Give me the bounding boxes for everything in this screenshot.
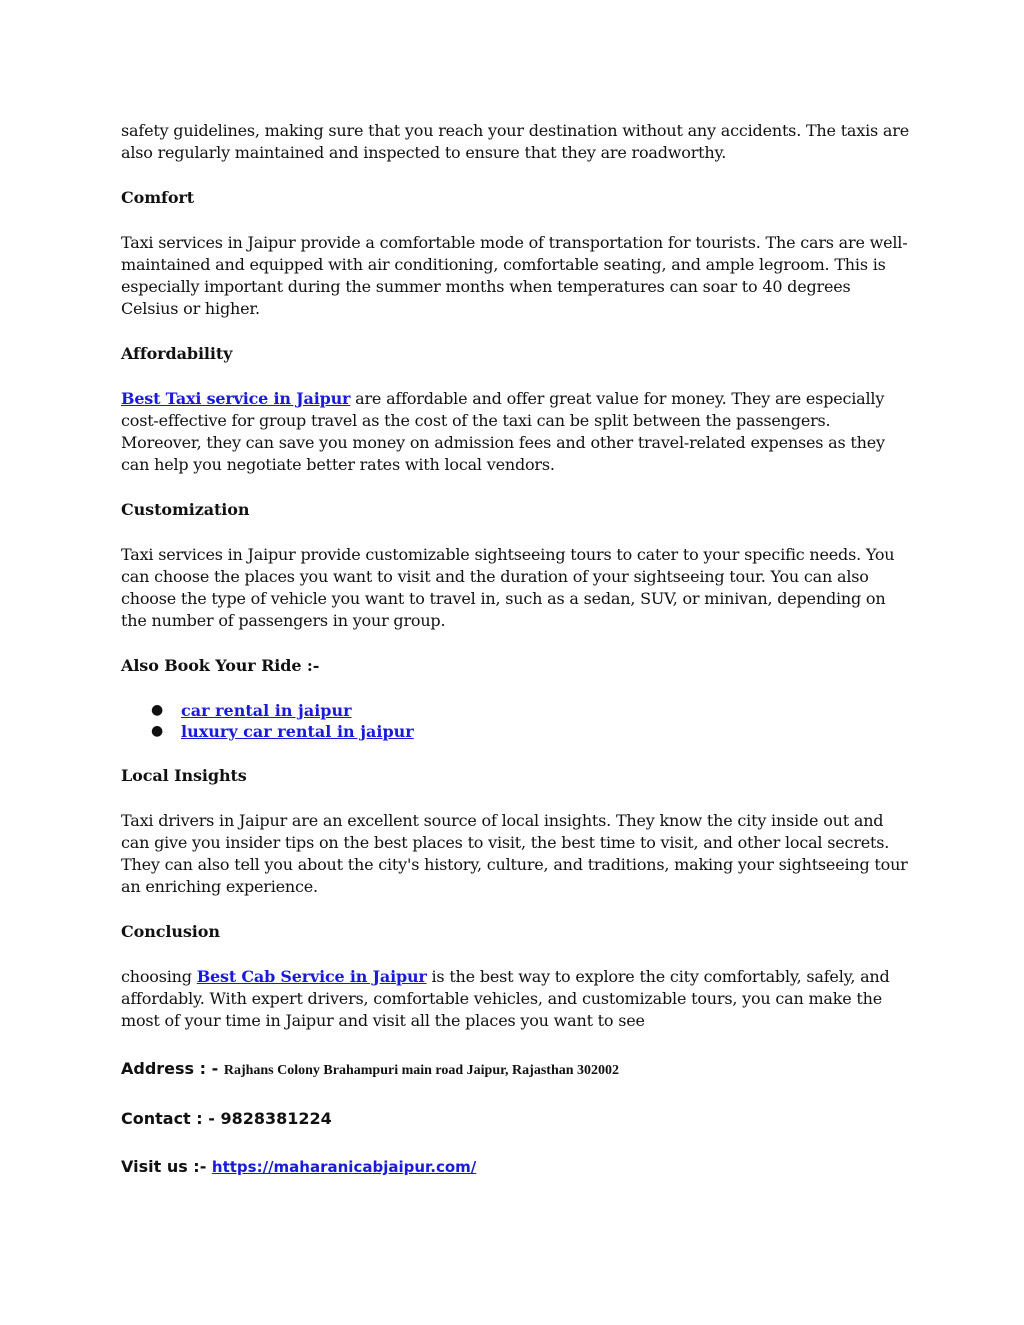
contact-line: Contact : - 9828381224 (121, 1109, 332, 1128)
customization-heading: Customization (121, 500, 250, 519)
conclusion-text: is the best way to explore the city comfortably, safely, and affordably. With expert drivers, comfortable vehicles, and customizable tours, you can make the most of your time in Jaipur and visit all the places you want to see (121, 967, 890, 1030)
bullet-icon: ● (151, 702, 164, 718)
intro-paragraph: safety guidelines, making sure that you reach your destination without any accidents. The taxis are also regularly maintained and inspected to ensure that they are roadworthy. (121, 121, 909, 162)
car-rental-link[interactable]: car rental in jaipur (181, 701, 352, 720)
luxury-car-rental-link[interactable]: luxury car rental in jaipur (181, 722, 414, 741)
comfort-heading: Comfort (121, 188, 195, 207)
visit-line (121, 1156, 911, 1178)
address-label: Address : - (121, 1059, 224, 1078)
visit-label: Visit us :- (121, 1157, 212, 1176)
best-taxi-service-link[interactable]: Best Taxi service in Jaipur (121, 389, 351, 408)
conclusion-heading: Conclusion (121, 922, 220, 941)
website-link[interactable]: https://maharanicabjaipur.com/ (211, 1158, 477, 1176)
affordability-paragraph (121, 388, 911, 476)
document-page (121, 120, 911, 1178)
address-value: Rajhans Colony Brahampuri main road Jaipur, Rajasthan 302002 (223, 1063, 620, 1078)
affordability-text: are affordable and offer great value for money. They are especially cost-effective for group travel as the cost of the taxi can be split between the passengers. Moreover, they can save you money on admission fees and other travel-related expenses as they can help you negotiate better rates with local vendors. (121, 389, 885, 474)
local-insights-heading: Local Insights (121, 766, 247, 785)
list-item (121, 700, 911, 721)
bullet-icon: ● (151, 723, 164, 739)
list-item (121, 721, 911, 742)
affordability-heading: Affordability (121, 344, 233, 363)
comfort-paragraph: Taxi services in Jaipur provide a comfortable mode of transportation for tourists. The cars are well-maintained and equipped with air conditioning, comfortable seating, and ample legroom. This is especially important during the summer months when temperatures can soar to 40 degrees Celsius or higher. (121, 233, 908, 318)
local-insights-paragraph: Taxi drivers in Jaipur are an excellent source of local insights. They know the city inside out and can give you insider tips on the best places to visit, the best time to visit, and other local secrets. They can also tell you about the city's history, culture, and traditions, making your sightseeing tour an enriching experience. (121, 811, 908, 896)
also-book-heading: Also Book Your Ride :- (121, 656, 320, 675)
conclusion-paragraph (121, 966, 911, 1032)
ride-links-list (121, 700, 911, 742)
address-line (121, 1058, 911, 1082)
best-cab-service-link[interactable]: Best Cab Service in Jaipur (196, 967, 427, 986)
conclusion-prefix: choosing (121, 967, 197, 986)
customization-paragraph: Taxi services in Jaipur provide customizable sightseeing tours to cater to your specific needs. You can choose the places you want to visit and the duration of your sightseeing tour. You can also choose the type of vehicle you want to travel in, such as a sedan, SUV, or minivan, depending on the number of passengers in your group. (121, 545, 895, 630)
